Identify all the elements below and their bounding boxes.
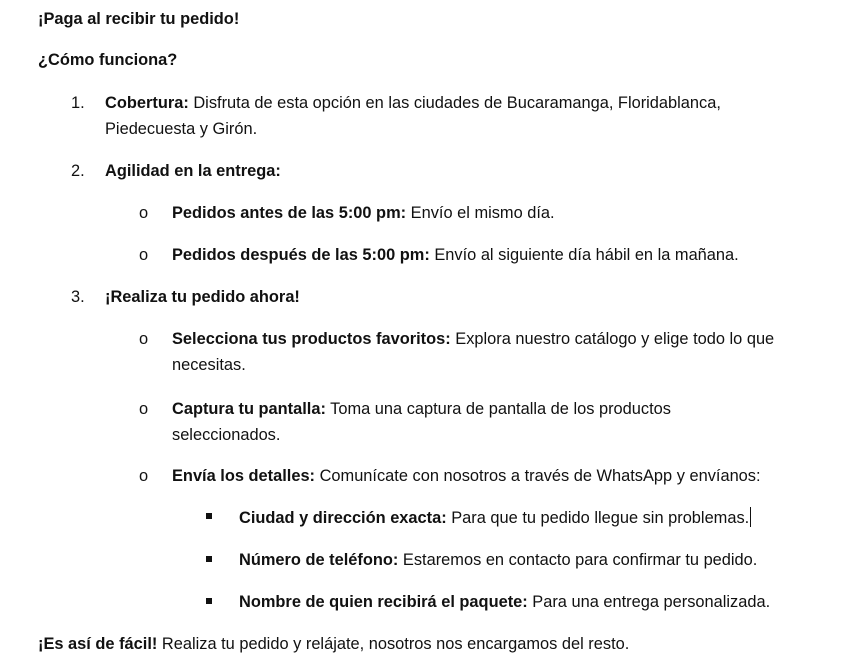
square-bullet-icon xyxy=(206,598,212,604)
sublist-item-text: Toma una captura de pantalla de los productos xyxy=(325,400,671,418)
sublist-item-title: Selecciona tus productos favoritos: xyxy=(172,330,451,348)
detail-item-nombre xyxy=(239,589,770,615)
sublist-item-text: Explora nuestro catálogo y elige todo lo que xyxy=(450,330,775,348)
square-bullet-icon xyxy=(206,556,212,562)
sublist-item-text: Envío el mismo día. xyxy=(406,204,555,222)
sublist-item-text: Comunícate con nosotros a través de WhatsApp y envíanos: xyxy=(315,467,761,485)
list-item-realiza xyxy=(105,284,300,310)
sublist-item-antes xyxy=(172,200,555,226)
detail-item-title: Nombre de quien recibirá el paquete: xyxy=(239,593,528,611)
sublist-item-text: necesitas. xyxy=(172,356,246,374)
list-item-text: Disfruta de esta opción en las ciudades de Bucaramanga, Floridablanca, xyxy=(188,94,721,112)
sublist-marker: o xyxy=(139,400,149,418)
detail-item-ciudad[interactable] xyxy=(239,505,751,531)
list-item-cobertura xyxy=(105,90,721,116)
sublist-item-title: Pedidos antes de las 5:00 pm: xyxy=(172,204,407,222)
list-item-title: ¡Realiza tu pedido ahora! xyxy=(105,288,300,306)
sublist-item-captura xyxy=(172,396,671,422)
heading-text: ¡Paga al recibir tu pedido! xyxy=(38,10,240,28)
sublist-item-despues xyxy=(172,242,739,268)
document-footer xyxy=(38,631,629,657)
detail-item-title: Número de teléfono: xyxy=(239,551,399,569)
footer-bold-text: ¡Es así de fácil! xyxy=(38,635,158,653)
list-number-1: 1. xyxy=(71,94,85,112)
sublist-marker: o xyxy=(139,204,149,222)
sublist-marker: o xyxy=(139,246,149,264)
detail-item-title: Ciudad y dirección exacta: xyxy=(239,509,447,527)
text-cursor xyxy=(750,507,751,527)
sublist-item-envia xyxy=(172,463,761,489)
list-number-2: 2. xyxy=(71,162,85,180)
detail-item-telefono xyxy=(239,547,757,573)
sublist-item-title: Captura tu pantalla: xyxy=(172,400,326,418)
list-item-text: Piedecuesta y Girón. xyxy=(105,120,258,138)
list-number-3: 3. xyxy=(71,288,85,306)
sublist-item-text: seleccionados. xyxy=(172,426,281,444)
list-item-title: Agilidad en la entrega: xyxy=(105,162,281,180)
document-subheading xyxy=(38,47,177,73)
detail-item-text: Para una entrega personalizada. xyxy=(527,593,771,611)
square-bullet-icon xyxy=(206,513,212,519)
detail-item-text: Estaremos en contacto para confirmar tu pedido. xyxy=(398,551,758,569)
list-item-title: Cobertura: xyxy=(105,94,189,112)
detail-item-text: Para que tu pedido llegue sin problemas. xyxy=(446,509,750,527)
sublist-marker: o xyxy=(139,330,149,348)
sublist-marker: o xyxy=(139,467,149,485)
subheading-text: ¿Cómo funciona? xyxy=(38,51,178,69)
document-heading xyxy=(38,6,239,32)
sublist-item-title: Pedidos después de las 5:00 pm: xyxy=(172,246,430,264)
sublist-item-title: Envía los detalles: xyxy=(172,467,316,485)
sublist-item-text: Envío al siguiente día hábil en la mañana. xyxy=(429,246,739,264)
sublist-item-captura-continued xyxy=(172,422,280,448)
list-item-cobertura-continued xyxy=(105,116,257,142)
footer-text: Realiza tu pedido y relájate, nosotros nos encargamos del resto. xyxy=(157,635,630,653)
sublist-item-selecciona-continued xyxy=(172,352,246,378)
list-item-agilidad xyxy=(105,158,281,184)
sublist-item-selecciona xyxy=(172,326,774,352)
